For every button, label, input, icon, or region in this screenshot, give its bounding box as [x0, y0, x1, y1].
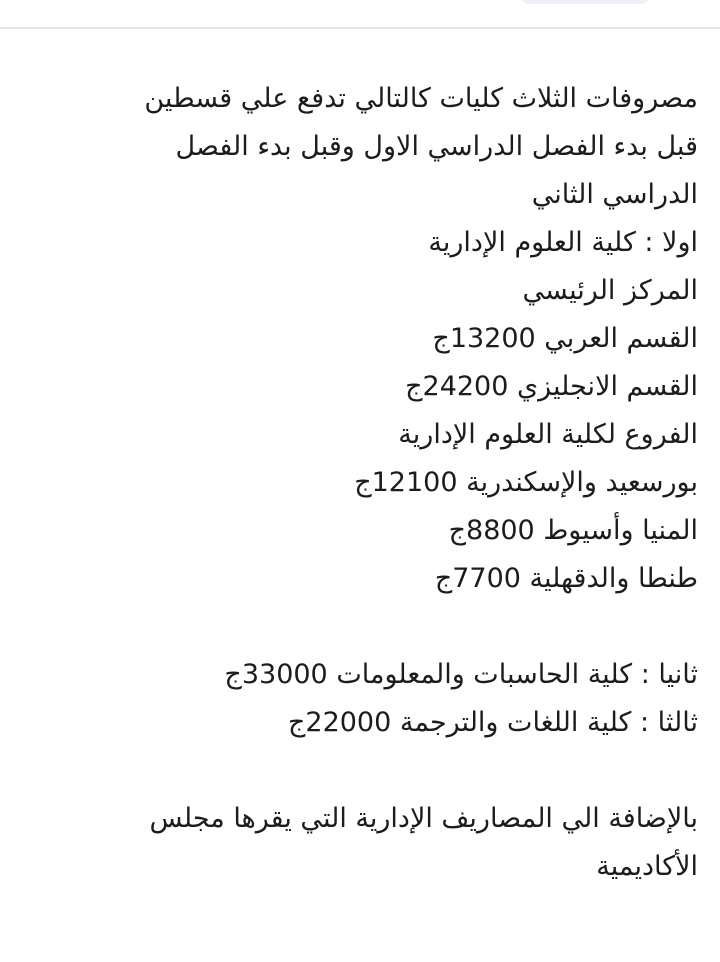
admin-fees-note: بالإضافة الي المصاريف الإدارية التي يقرها مجلس [149, 803, 698, 834]
post-text [20, 75, 698, 891]
fee-minya-assiut: المنيا وأسيوط 8800ج [448, 515, 698, 546]
intro-line: الدراسي الثاني [531, 179, 698, 210]
intro-line: قبل بدء الفصل الدراسي الاول وقبل بدء الفصل [175, 131, 698, 162]
fee-arabic-dept: القسم العربي 13200ج [432, 323, 698, 354]
fee-tanta-dakahlia: طنطا والدقهلية 7700ج [434, 563, 698, 594]
fee-english-dept: القسم الانجليزي 24200ج [405, 371, 698, 402]
section-heading-admin-sciences: اولا : كلية العلوم الإدارية [428, 227, 698, 258]
fee-languages-translation: ثالثا : كلية اللغات والترجمة 22000ج [287, 707, 698, 738]
main-center-heading: المركز الرئيسي [522, 275, 698, 306]
fee-computers-information: ثانيا : كلية الحاسبات والمعلومات 33000ج [224, 659, 698, 690]
top-button-edge[interactable] [520, 0, 650, 4]
fee-portsaid-alexandria: بورسعيد والإسكندرية 12100ج [354, 467, 698, 498]
intro-line: مصروفات الثلاث كليات كالتالي تدفع علي قسطين [144, 83, 698, 114]
branches-heading: الفروع لكلية العلوم الإدارية [398, 419, 698, 450]
divider [0, 27, 720, 29]
admin-fees-note: الأكاديمية [596, 851, 698, 882]
